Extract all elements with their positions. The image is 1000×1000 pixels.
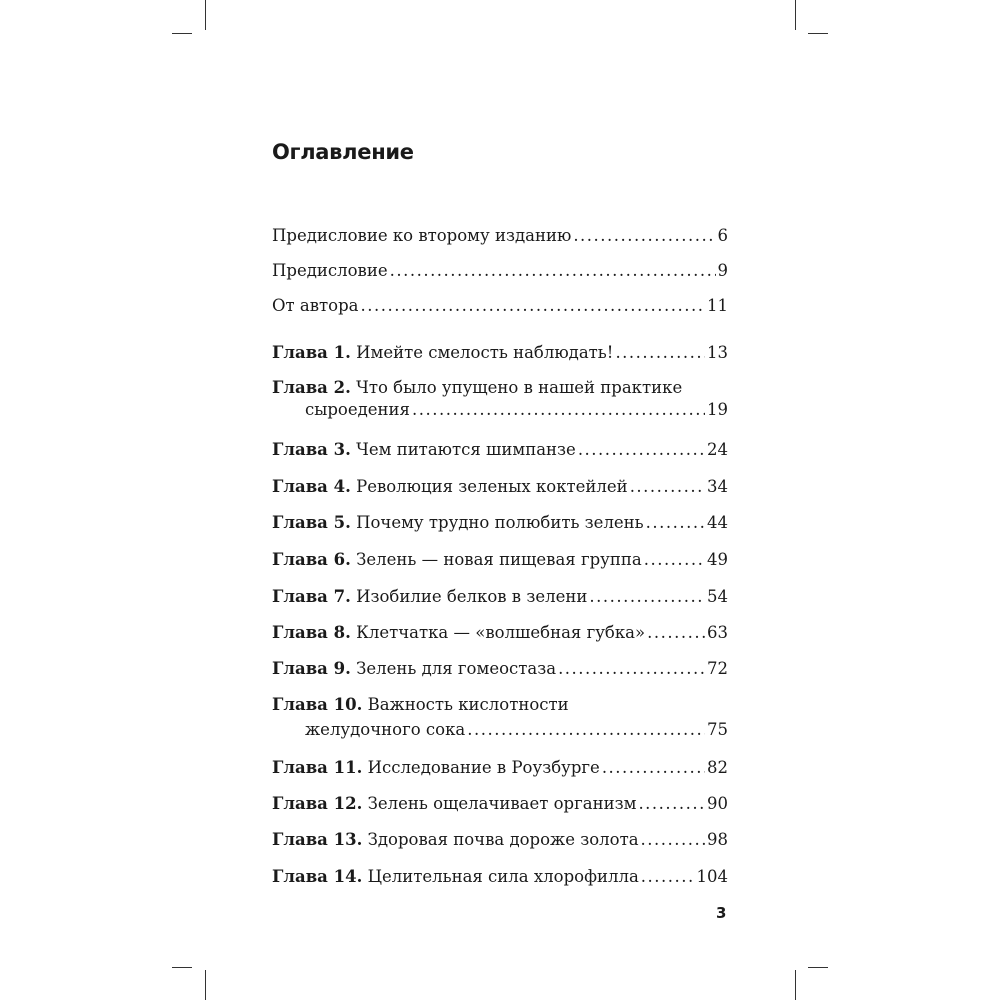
crop-mark <box>795 970 796 1000</box>
dot-leader <box>412 400 705 422</box>
toc-entry[interactable] <box>272 343 728 365</box>
entry-label: Зелень ощелачивает организм <box>367 794 637 813</box>
dot-leader <box>573 226 715 248</box>
toc-entry[interactable] <box>272 587 728 609</box>
chapter-number: Глава 14. <box>272 867 363 886</box>
dot-leader <box>578 440 705 462</box>
entry-label: Зелень для гомеостаза <box>356 659 557 678</box>
entry-label: сыроедения <box>305 400 410 419</box>
chapter-number: Глава 7. <box>272 587 351 606</box>
toc-entry[interactable] <box>272 513 728 535</box>
toc-entry[interactable] <box>272 867 728 889</box>
entry-label: Важность кислотности <box>367 695 569 714</box>
entry-page: 82 <box>707 758 728 777</box>
entry-label: Революция зеленых коктейлей <box>356 477 628 496</box>
chapter-number: Глава 13. <box>272 830 363 849</box>
entry-label: Исследование в Роузбурге <box>367 758 600 777</box>
dot-leader <box>602 758 705 780</box>
toc-entry[interactable] <box>305 720 728 742</box>
entry-label: Предисловие <box>272 261 388 280</box>
dot-leader <box>390 261 716 283</box>
dot-leader <box>558 659 705 681</box>
dot-leader <box>641 830 705 852</box>
dot-leader <box>641 867 695 889</box>
page-title: Оглавление <box>272 140 414 164</box>
dot-leader <box>615 343 705 365</box>
entry-page: 75 <box>707 720 728 739</box>
entry-page: 13 <box>707 343 728 362</box>
entry-page: 44 <box>707 513 728 532</box>
toc-entry[interactable] <box>272 477 728 499</box>
entry-page: 63 <box>707 623 728 642</box>
crop-mark <box>205 970 206 1000</box>
toc-entry[interactable] <box>272 623 728 645</box>
entry-label: Изобилие белков в зелени <box>356 587 588 606</box>
entry-label: Целительная сила хлорофилла <box>367 867 639 886</box>
entry-label: желудочного сока <box>305 720 466 739</box>
crop-mark <box>172 33 192 34</box>
dot-leader <box>467 720 705 742</box>
chapter-number: Глава 11. <box>272 758 363 777</box>
entry-page: 6 <box>717 226 728 245</box>
crop-mark <box>808 967 828 968</box>
chapter-number: Глава 6. <box>272 550 351 569</box>
crop-mark <box>795 0 796 30</box>
entry-label: От автора <box>272 296 359 315</box>
chapter-number: Глава 5. <box>272 513 351 532</box>
chapter-number: Глава 8. <box>272 623 351 642</box>
chapter-number: Глава 4. <box>272 477 351 496</box>
entry-page: 11 <box>707 296 728 315</box>
dot-leader <box>361 296 706 318</box>
entry-page: 49 <box>707 550 728 569</box>
dot-leader <box>638 794 705 816</box>
entry-label: Что было упущено в нашей практике <box>356 378 683 397</box>
entry-page: 98 <box>707 830 728 849</box>
entry-page: 24 <box>707 440 728 459</box>
toc-entry[interactable] <box>272 758 728 780</box>
entry-label: Имейте смелость наблюдать! <box>356 343 614 362</box>
dot-leader <box>647 623 705 645</box>
toc-entry[interactable] <box>272 794 728 816</box>
entry-page: 90 <box>707 794 728 813</box>
toc-entry-line1[interactable] <box>272 378 682 400</box>
toc-entry[interactable] <box>272 550 728 572</box>
dot-leader <box>589 587 705 609</box>
dot-leader <box>644 550 705 572</box>
entry-label: Предисловие ко второму изданию <box>272 226 572 245</box>
entry-page: 9 <box>717 261 728 280</box>
crop-mark <box>205 0 206 30</box>
toc-entry[interactable] <box>272 226 728 248</box>
entry-page: 19 <box>707 400 728 419</box>
toc-entry[interactable] <box>305 400 728 422</box>
chapter-number: Глава 10. <box>272 695 363 714</box>
toc-entry[interactable] <box>272 440 728 462</box>
dot-leader <box>630 477 705 499</box>
toc-entry-line1[interactable] <box>272 695 569 717</box>
crop-mark <box>172 967 192 968</box>
entry-label: Клетчатка — «волшебная губка» <box>356 623 646 642</box>
entry-page: 54 <box>707 587 728 606</box>
chapter-number: Глава 3. <box>272 440 351 459</box>
chapter-number: Глава 9. <box>272 659 351 678</box>
page-number: 3 <box>716 904 727 922</box>
chapter-number: Глава 1. <box>272 343 351 362</box>
chapter-number: Глава 12. <box>272 794 363 813</box>
toc-entry[interactable] <box>272 296 728 318</box>
entry-page: 104 <box>696 867 728 886</box>
toc-entry[interactable] <box>272 830 728 852</box>
entry-label: Здоровая почва дороже золота <box>367 830 639 849</box>
entry-page: 34 <box>707 477 728 496</box>
crop-mark <box>808 33 828 34</box>
entry-label: Чем питаются шимпанзе <box>356 440 576 459</box>
entry-label: Зелень — новая пищевая группа <box>356 550 642 569</box>
entry-label: Почему трудно полюбить зелень <box>356 513 644 532</box>
chapter-number: Глава 2. <box>272 378 351 397</box>
toc-entry[interactable] <box>272 659 728 681</box>
dot-leader <box>646 513 705 535</box>
toc-entry[interactable] <box>272 261 728 283</box>
entry-page: 72 <box>707 659 728 678</box>
